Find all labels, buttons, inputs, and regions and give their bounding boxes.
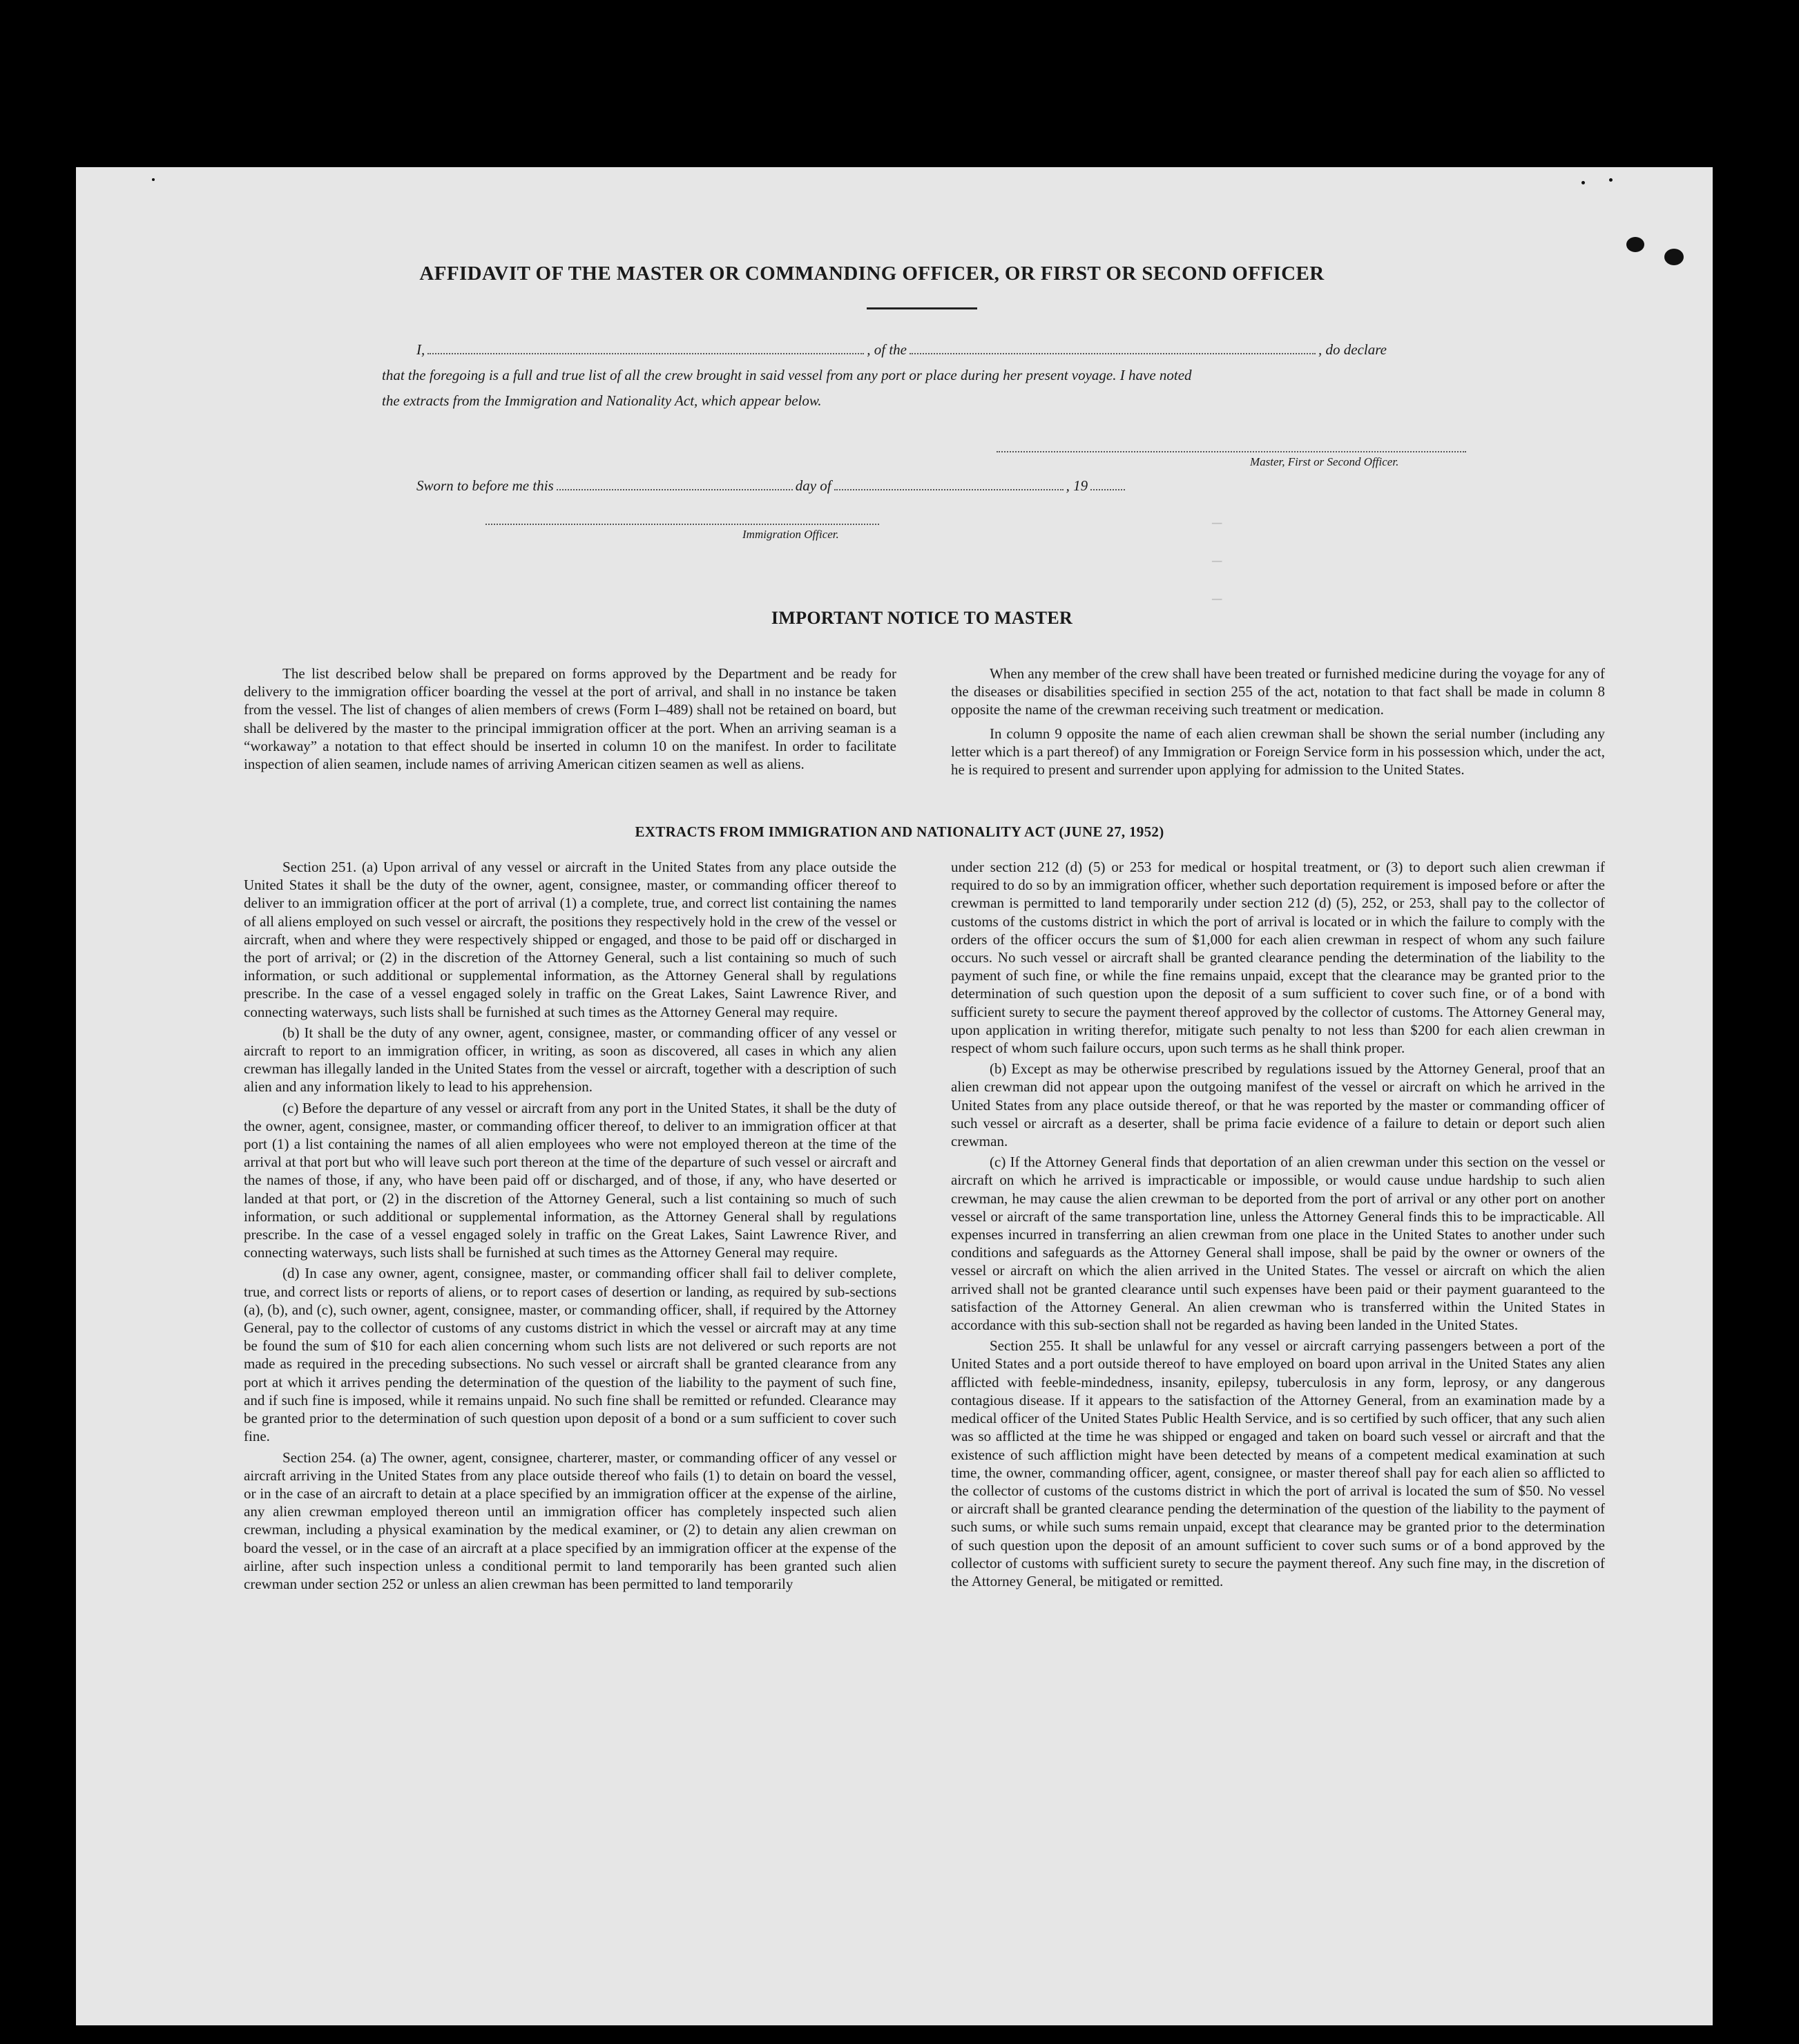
- affidavit-title: AFFIDAVIT OF THE MASTER OR COMMANDING OFFICER, OR FIRST OR SECOND OFFICER: [419, 262, 1325, 285]
- master-signature-line: [997, 451, 1466, 452]
- sworn-prefix: Sworn to before me this: [416, 477, 554, 494]
- section-254-b: (b) Except as may be otherwise prescribed by regulations issued by the Attorney General, proof that an alien crewman did not appear upon the outgoing manifest of the vessel or aircraft on which he arrived in the United States from any place outside thereof, or that he was reported by the master or commanding officer of such vessel or aircraft as a deserter, shall be prima facie evidence of a failure to detain or deport such alien crewman.: [951, 1060, 1605, 1150]
- notice-right-column: [951, 665, 1605, 779]
- notice-left-paragraph: The list described below shall be prepared on forms approved by the Department and be ready for delivery to the immigration officer boarding the vessel at the port of arrival, and shall in no instance be taken from the vessel. The list of changes of alien members of crews (Form I–489) shall not be retained on board, but shall be delivered by the master to the principal immigration officer at the port. When an arriving seaman is a “workaway” a notation to that effect should be inserted in column 10 on the manifest. In order to facilitate inspection of alien seamen, include names of arriving American citizen seamen as well as aliens.: [244, 665, 896, 773]
- punch-hole: [1721, 427, 1750, 456]
- sworn-year-label: , 19: [1066, 477, 1088, 494]
- section-254-a: Section 254. (a) The owner, agent, consignee, charterer, master, or commanding officer of any vessel or aircraft arriving in the United States from any place outside thereof who fails (1) to detain on board the vessel, or in the case of an aircraft to detain at a place specified by an immigration officer at the expense of the airline, any alien crewman employed thereon until an immigration officer has completely inspected such alien crewman, including a physical examination by the medical examiner, or (2) to detain any alien crewman on board the vessel, or in the case of an aircraft at a place specified by an immigration officer at the expense of the airline, after such inspection unless a conditional permit to land temporarily has been granted such alien crewman under section 252 or unless an alien crewman has been permitted to land temporarily: [244, 1449, 896, 1592]
- speck: [1581, 181, 1585, 184]
- declaration-i-label: I,: [416, 341, 425, 358]
- declaration-line-1: [416, 339, 1387, 359]
- title-rule: [867, 307, 977, 309]
- extracts-left-column: [244, 858, 896, 1593]
- section-251-a: Section 251. (a) Upon arrival of any vessel or aircraft in the United States from any place outside the United States it shall be the duty of the owner, agent, consignee, master, or commanding officer thereof to deliver to an immigration officer at the port of arrival (1) a complete, true, and correct list containing the names of all aliens employed on such vessel or aircraft, the positions they respectively hold in the crew of the vessel or aircraft, when and where they were respectively shipped or engaged, and those to be paid off or discharged in the port of arrival; or (2) in the discretion of the Attorney General, such a list containing so much of such information, or such additional or supplemental information, as the Attorney General shall by regulations prescribe. In the case of a vessel engaged solely in traffic on the Great Lakes, Saint Lawrence River, and connecting waterways, such lists shall be furnished at such times as the Attorney General may require.: [244, 859, 896, 1020]
- section-251-b: (b) It shall be the duty of any owner, agent, consignee, master, or commanding officer of any vessel or aircraft to report to an immigration officer, in writing, as soon as discovered, all cases in which any alien crewman has illegally landed in the United States from the vessel or aircraft, together with a description of such alien and any information likely to lead to his apprehension.: [244, 1024, 896, 1096]
- declaration-line-2: that the foregoing is a full and true list of all the crew brought in said vessel from any port or place during her present voyage. I have noted: [382, 367, 1192, 383]
- section-254-c: (c) If the Attorney General finds that deportation of an alien crewman under this section on the vessel or aircraft on which he arrived is impracticable or impossible, or would cause undue hardship to such alien crewman, he may cause the alien crewman to be deported from the port of arrival or any other port on another vessel or aircraft of the same transportation line, unless the Attorney General finds this to be impracticable. All expenses incurred in transferring an alien crewman from one place in the United States to another under such conditions and safeguards as the Attorney General shall impose, shall be paid by the owner or owners of the vessel or aircraft on which the alien arrived in the United States. The vessel or aircraft on which the alien arrived shall not be granted clearance until such expenses have been paid or their payment guaranteed to the satisfaction of the Attorney General. An alien crewman who is transferred within the United States in accordance with this sub-section shall not be regarded as having been landed in the United States.: [951, 1154, 1605, 1334]
- notice-right-paragraph-2: In column 9 opposite the name of each alien crewman shall be shown the serial number (including any letter which is a part thereof) of any Immigration or Foreign Service form in his possession which, under the act, he is required to present and surrender upon applying for admission to the United States.: [951, 725, 1605, 779]
- section-251-d: (d) In case any owner, agent, consignee, master, or commanding officer shall fail to deliver complete, true, and correct lists or reports of aliens, or to report cases of desertion or landing, as required by sub-sections (a), (b), and (c), such owner, agent, consignee, master, or commanding officer, shall, if required by the Attorney General, pay to the collector of customs of any customs district in which the vessel or aircraft may at any time be found the sum of $10 for each alien concerning whom such lists are not delivered or such reports are not made as required in the preceding subsections. No such vessel or aircraft shall be granted clearance from any port at which it arrives pending the determination of the question of the liability to the payment of such fine, and if such fine is imposed, while it remains unpaid. No such fine shall be remitted or refunded. Clearance may be granted prior to the determination of such question upon deposit of a bond or a sum sufficient to cover such fine.: [244, 1265, 896, 1445]
- section-255: Section 255. It shall be unlawful for any vessel or aircraft carrying passengers between a port of the United States and a port outside thereof to have employed on board upon arrival in the United States any alien afflicted with feeble-mindedness, insanity, epilepsy, tuberculosis in any form, leprosy, or any dangerous contagious disease. If it appears to the satisfaction of the Attorney General, from an examination made by a medical officer of the United States Public Health Service, and is so certified by such officer, that any such alien was so afflicted at the time he was shipped or engaged and taken on board such vessel or aircraft and that the existence of such affliction might have been detected by means of a competent medical examination at such time, the owner, commanding officer, agent, consignee, or master thereof shall pay for each alien so afflicted to the collector of customs of the customs district in which the port of arrival is located the sum of $50. No vessel or aircraft shall be granted clearance pending the determination of the question of the liability to the payment of such sums, or while such sums remain unpaid, except that clearance may be granted prior to the determination of such question upon the deposit of an amount sufficient to cover such sums or of a bond approved by the collector of customs with sufficient surety to secure the payment thereof. Any such fine may, in the discretion of the Attorney General, be mitigated or remitted.: [951, 1337, 1605, 1589]
- of-the-label: , of the: [867, 341, 907, 358]
- declaration-line-3: the extracts from the Immigration and Nationality Act, which appear below.: [382, 392, 822, 409]
- punch-hole: [1721, 1462, 1750, 1491]
- sworn-line: [416, 475, 1128, 495]
- sworn-month-blank: [834, 475, 1064, 490]
- faint-mark: —: [1212, 591, 1222, 609]
- section-254-a-continued: under section 212 (d) (5) or 253 for medical or hospital treatment, or (3) to deport such alien crewman if required to do so by an immigration officer, whether such deportation requirement is imposed before or after the crewman is permitted to land temporarily under section 212 (d) (5), 252, or 253, shall pay to the collector of customs of the customs district in which the port of arrival is located or in which the failure to comply with the orders of the officer occurs the sum of $1,000 for each alien crewman in respect of whom any such failure occurs. No such vessel or aircraft shall be granted clearance pending the determination of the liability to the payment of such fine, or while the fine remains unpaid, except that the clearance may be granted prior to the determination of such question upon the deposit of a sum sufficient to cover such fine, or of a bond with sufficient surety to secure the payment thereof approved by the collector of customs. The Attorney General may, upon application in writing therefor, mitigate such penalty to not less than $200 for each alien crewman in respect of whom such failure occurs, upon such terms as he shall think proper.: [951, 859, 1605, 1057]
- sworn-day-of-label: day of: [795, 477, 831, 494]
- notice-right-paragraph-1: When any member of the crew shall have been treated or furnished medicine during the voyage for any of the diseases or disabilities specified in section 255 of the act, notation to that fact shall be made in column 8 opposite the name of the crewman receiving such treatment or medication.: [951, 665, 1605, 718]
- sworn-day-blank: [557, 475, 793, 490]
- master-signature-caption: Master, First or Second Officer.: [1250, 455, 1399, 468]
- faint-mark: —: [1212, 553, 1222, 571]
- punch-hole: [1721, 1840, 1750, 1869]
- faint-mark: —: [1212, 515, 1222, 533]
- sworn-year-blank: [1090, 475, 1125, 490]
- notice-left-column: [244, 665, 896, 773]
- immigration-officer-caption: Immigration Officer.: [742, 528, 839, 541]
- speck: [152, 178, 155, 181]
- name-blank: [427, 339, 864, 354]
- ink-blot: [1626, 237, 1644, 252]
- section-251-c: (c) Before the departure of any vessel or aircraft from any port in the United States, it shall be the duty of the owner, agent, consignee, master, or commanding officer thereof, to deliver to an immigration officer at that port (1) a list containing the names of all alien employees who were not employed thereon at the time of the arrival at that port but who will leave such port thereon at the time of the departure of such vessel or aircraft and the names of those, if any, who have been paid off or discharged, and of those, if any, who have deserted or landed at that port, or (2) in the discretion of the Attorney General, such a list containing so much of such information, or such additional or supplemental information, as the Attorney General shall by regulations prescribe. In the case of a vessel engaged solely in traffic on the Great Lakes, Saint Lawrence River, and connecting waterways, such lists shall be furnished at such times as the Attorney General may require.: [244, 1099, 896, 1261]
- vessel-blank: [910, 339, 1316, 354]
- notice-title: IMPORTANT NOTICE TO MASTER: [771, 608, 1073, 628]
- extracts-right-column: [951, 858, 1605, 1590]
- do-declare-label: , do declare: [1318, 341, 1387, 358]
- punch-hole: [1721, 334, 1750, 363]
- immigration-officer-signature-line: [485, 524, 879, 525]
- punch-hole: [1721, 723, 1750, 752]
- punch-hole: [1721, 1366, 1750, 1395]
- extracts-title: EXTRACTS FROM IMMIGRATION AND NATIONALITY ACT (JUNE 27, 1952): [635, 823, 1164, 840]
- speck: [1609, 178, 1613, 182]
